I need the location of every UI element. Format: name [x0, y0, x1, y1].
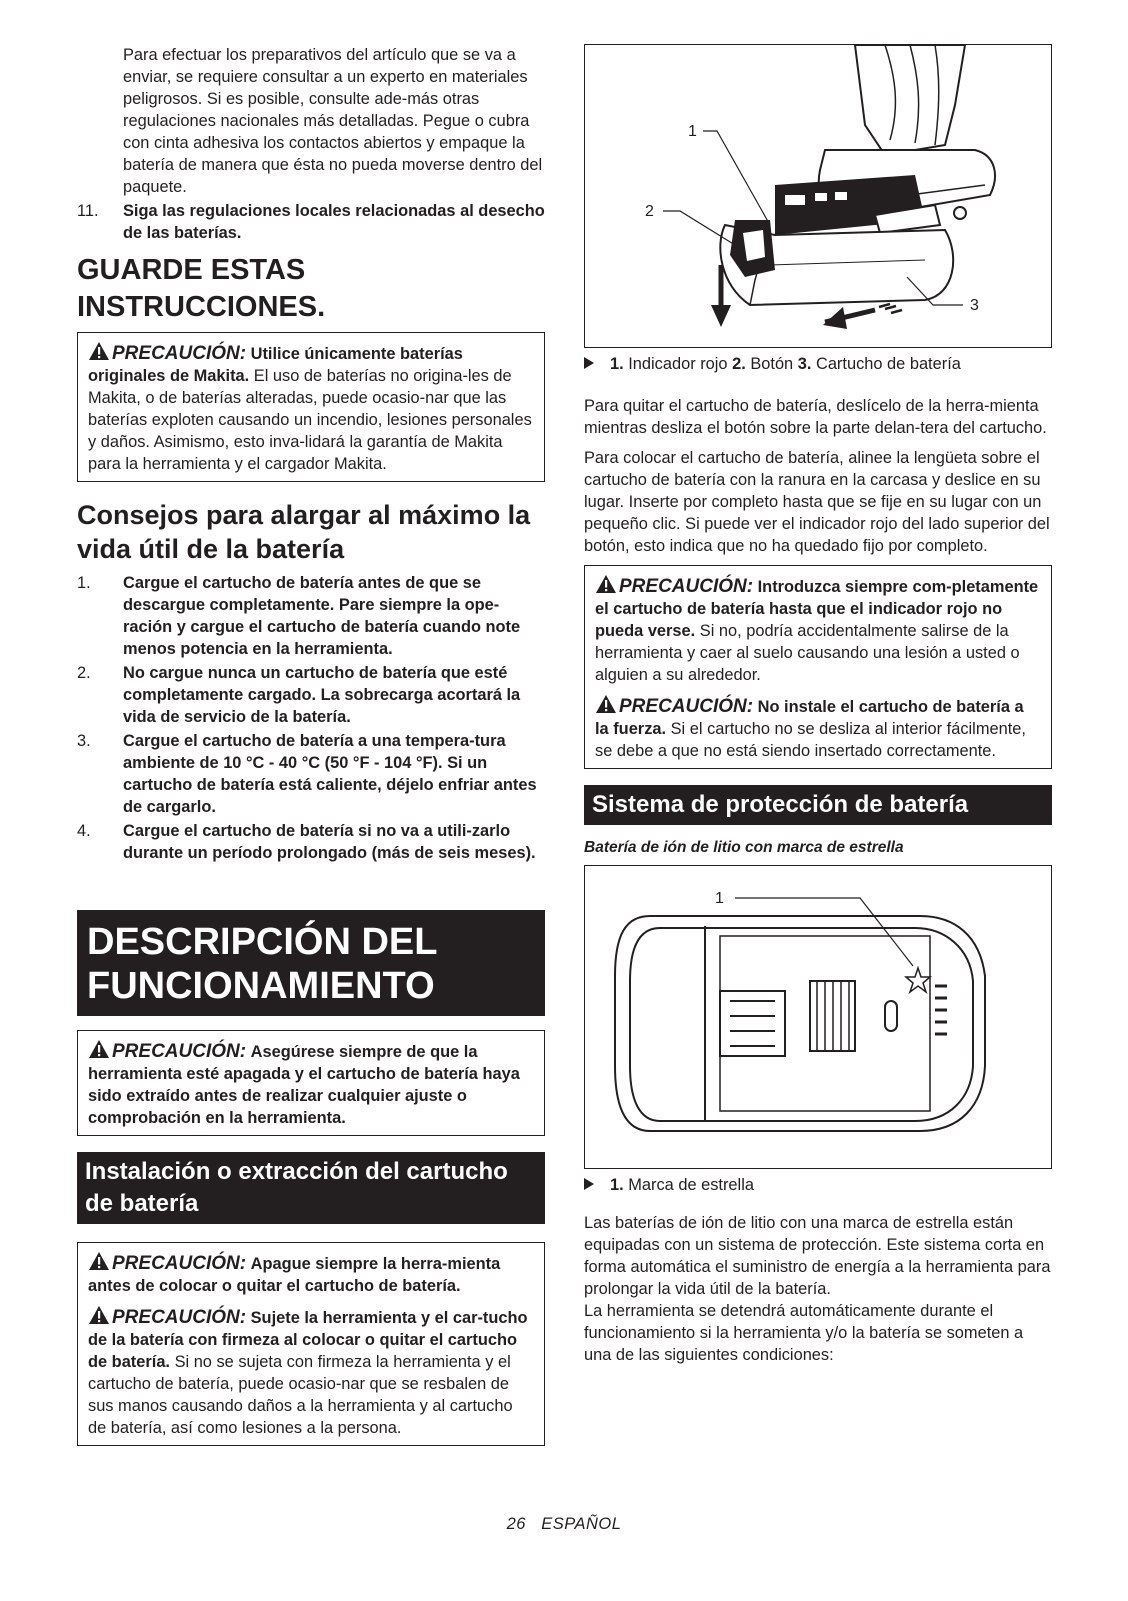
battery-tips-list — [77, 572, 545, 864]
warning-icon — [88, 341, 110, 361]
caution-text: El uso de baterías no origina-les de Makita, o de baterías alteradas, puede ocasio-nar que las baterías exploten causando un incendio, lesiones personales y daños. Asimismo, esto inva-lidará la garantía de Makita para la herramienta y el cargador Makita. — [88, 367, 532, 473]
warning-icon — [595, 694, 617, 714]
figure-star-mark — [584, 865, 1052, 1169]
list-text: No cargue nunca un cartucho de batería que esté completamente cargado. La sobrecarga acortará la vida de servicio de la batería. — [123, 664, 521, 726]
caution-label: PRECAUCIÓN: — [112, 343, 247, 364]
caption-number: 1. — [610, 1176, 624, 1194]
install-paragraph: Para colocar el cartucho de batería, alinee la lengüeta sobre el cartucho de batería con la ranura en la carcasa y deslice en su lugar. Inserte por completo hasta que se fije en su lugar con un pequeño clic. Si puede ver el indicador rojo del lado superior del botón, esto indica que no ha quedado fijo por completo. — [584, 449, 1050, 555]
caution-label: PRECAUCIÓN: — [619, 696, 754, 717]
list-number: 4. — [77, 822, 91, 840]
caution-bold-text: Sujete la herramienta y el car-tucho de la batería con firmeza al colocar o quitar el cartucho de batería. — [88, 1309, 528, 1371]
list-number: 1. — [77, 574, 91, 592]
list-number: 11. — [77, 202, 99, 220]
caution-label: PRECAUCIÓN: — [112, 1253, 247, 1274]
warning-icon — [88, 1039, 110, 1059]
protection-paragraph: Las baterías de ión de litio con una marca de estrella están equipadas con un sistema de protección. Este sistema corta en forma automática el suministro de energía a la herramienta para prolongar la vida útil de la batería. — [584, 1214, 1051, 1298]
caption-text: Indicador rojo — [628, 355, 728, 373]
list-text: Cargue el cartucho de batería si no va a utili-zarlo durante un período prolongado (más de seis meses). — [123, 822, 536, 862]
caution-label: PRECAUCIÓN: — [112, 1041, 247, 1062]
caution-text: Si no, podría accidentalmente salirse de la herramienta y caer al suelo causando una lesión a usted o alguien a su alrededor. — [595, 622, 1020, 684]
functional-description-banner: DESCRIPCIÓN DEL FUNCIONAMIENTO — [77, 910, 545, 1016]
caution-bold-text: Asegúrese siempre de que la herramienta esté apagada y el cartucho de batería haya sido extraído antes de realizar cualquier ajuste o comprobación en la herramienta. — [88, 1043, 520, 1127]
caption-number: 3. — [797, 355, 812, 373]
warning-icon — [595, 574, 617, 594]
caption-number: 1. — [610, 355, 624, 373]
caution-label: PRECAUCIÓN: — [619, 576, 754, 597]
list-item-11 — [77, 200, 545, 244]
caption-number: 2. — [732, 355, 746, 373]
protection-paragraph-2: La herramienta se detendrá automáticamente durante el funcionamiento si la herramienta y/o la batería se someten a una de las siguientes condiciones: — [584, 1302, 1024, 1364]
figure-2-caption — [584, 1174, 1052, 1196]
arrow-icon — [584, 1178, 594, 1190]
list-item — [77, 200, 545, 244]
list-number: 2. — [77, 664, 91, 682]
figure-1-caption — [584, 353, 1052, 375]
caption-text: Botón — [750, 355, 794, 373]
list-item — [77, 820, 545, 864]
save-instructions-heading: GUARDE ESTAS INSTRUCCIONES. — [77, 254, 326, 323]
list-item — [77, 730, 545, 818]
caution-label: PRECAUCIÓN: — [112, 1307, 247, 1328]
star-battery-subheading: Batería de ión de litio con marca de estrella — [584, 839, 904, 856]
list-number: 3. — [77, 732, 91, 750]
battery-top-illustration — [585, 866, 1050, 1168]
caution-box-tool-off — [77, 1030, 545, 1136]
list-item — [77, 572, 545, 660]
figure-label-1: 1 — [715, 890, 724, 907]
list-item — [77, 662, 545, 728]
figure-label-2: 2 — [645, 203, 654, 220]
caution-bold-text: Apague siempre la herra-mienta antes de colocar o quitar el cartucho de batería. — [88, 1255, 501, 1295]
caution-text: Si el cartucho no se desliza al interior fácilmente, se debe a que no está siendo insertado correctamente. — [595, 720, 1026, 760]
page-footer — [0, 1515, 1128, 1534]
footer-language: ESPAÑOL — [541, 1515, 622, 1533]
left-column — [77, 44, 545, 1446]
arrow-icon — [584, 357, 594, 369]
list-text: Cargue el cartucho de batería a una tempera-tura ambiente de 10 °C - 40 °C (50 °F - 104 °F). Si un cartucho de batería está caliente, déjelo enfriar antes de cargarlo. — [123, 732, 537, 816]
battery-protection-banner: Sistema de protección de batería — [584, 785, 1052, 825]
warning-icon — [88, 1305, 110, 1325]
remove-paragraph: Para quitar el cartucho de batería, deslícelo de la herra-mienta mientras desliza el botón sobre la parte delan-tera del cartucho. — [584, 397, 1047, 437]
caution-bold-text: Introduzca siempre com-pletamente el cartucho de batería hasta que el indicador rojo no pueda verse. — [595, 578, 1039, 640]
caption-text: Cartucho de batería — [815, 355, 961, 373]
page-number: 26 — [506, 1515, 526, 1533]
install-remove-banner: Instalación o extracción del cartucho de batería — [77, 1152, 545, 1224]
shipping-paragraph: Para efectuar los preparativos del artículo que se va a enviar, se requiere consultar a un experto en materiales peligrosos. Si es posible, consulte ade-más otras regulaciones nacionales más detalladas. Pegue o cubra con cinta adhesiva los contactos abiertos y empaque la batería de manera que ésta no pueda moverse dentro del paquete. — [123, 46, 543, 196]
caution-bold-text: No instale el cartucho de batería a la fuerza. — [595, 698, 1024, 738]
battery-tips-heading: Consejos para alargar al máximo la vida útil de la batería — [77, 500, 531, 564]
figure-battery-drill — [584, 44, 1052, 348]
caption-text: Marca de estrella — [628, 1176, 754, 1194]
warning-icon — [88, 1251, 110, 1271]
caution-box-install — [77, 1242, 545, 1446]
right-column — [584, 44, 1052, 1366]
figure-label-1: 1 — [688, 123, 697, 140]
caution-bold-text: Utilice únicamente baterías originales de Makita. — [88, 345, 463, 385]
caution-box-original-batteries — [77, 332, 545, 482]
list-text: Siga las regulaciones locales relacionadas al desecho de las baterías. — [123, 202, 545, 242]
battery-drill-illustration — [585, 45, 1050, 347]
figure-label-3: 3 — [970, 297, 979, 314]
caution-box-insert — [584, 565, 1052, 769]
list-text: Cargue el cartucho de batería antes de que se descargue completamente. Pare siempre la ope-ración y cargue el cartucho de batería cuando note menos potencia en la herramienta. — [123, 574, 521, 658]
caution-text: Si no se sujeta con firmeza la herramienta y el cartucho de batería, puede ocasio-nar que se resbalen de sus manos causando daños a la herramienta y al cartucho de batería, así como lesiones a la persona. — [88, 1353, 513, 1437]
